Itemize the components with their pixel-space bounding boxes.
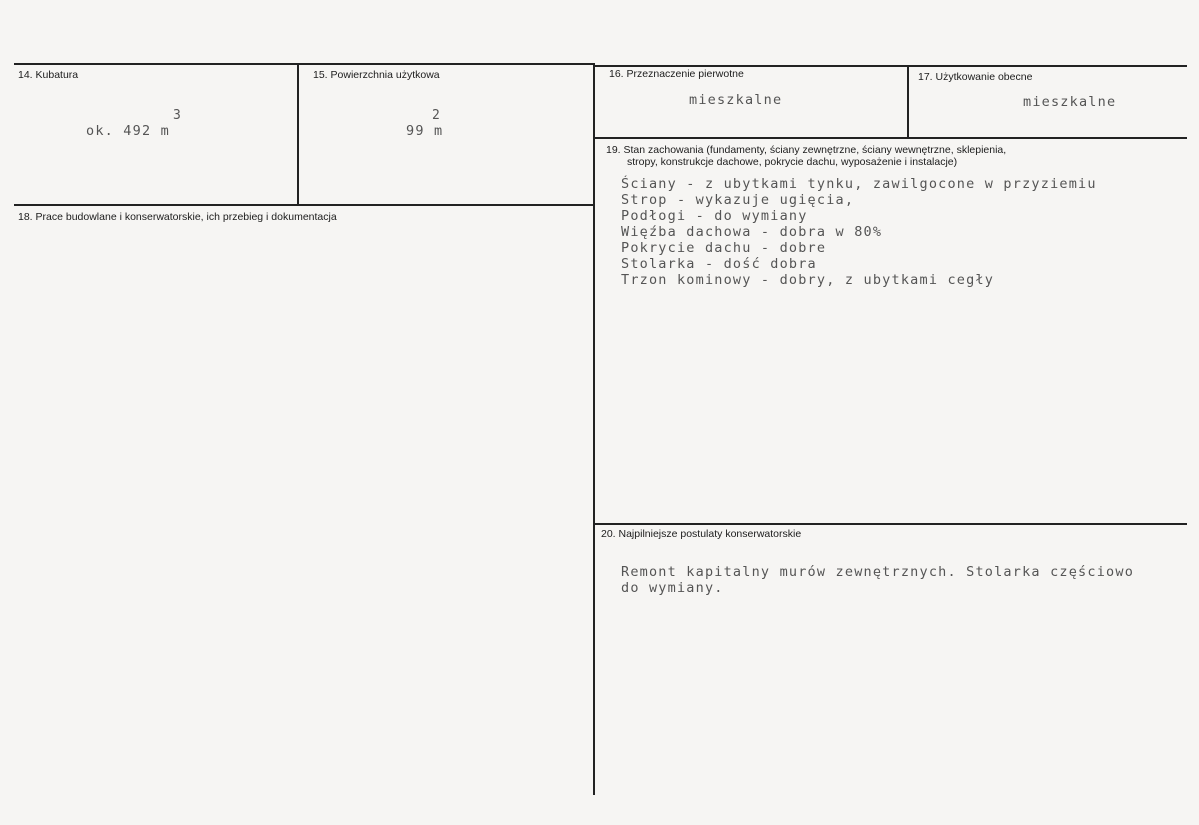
stan-line: Więźba dachowa - dobra w 80% bbox=[621, 224, 883, 240]
kubatura-unit-exponent: 3 bbox=[173, 108, 183, 123]
divider-16-17 bbox=[907, 65, 909, 138]
postulaty-line: Remont kapitalny murów zewnętrznych. Stolarka częściowo bbox=[621, 564, 1135, 580]
stan-line: Ściany - z ubytkami tynku, zawilgocone w przyziemiu bbox=[621, 176, 1097, 192]
stan-label-line1: 19. Stan zachowania (fundamenty, ściany zewnętrzne, ściany wewnętrzne, sklepienia, bbox=[606, 144, 1007, 156]
top-rule-left bbox=[14, 63, 594, 65]
row1-bottom-rule-left bbox=[14, 204, 594, 206]
kubatura-label: 14. Kubatura bbox=[18, 69, 79, 81]
divider-14-15 bbox=[297, 63, 299, 205]
stan-line: Strop - wykazuje ugięcia, bbox=[621, 192, 855, 208]
postulates-top-rule bbox=[594, 523, 1187, 525]
przeznaczenie-value: mieszkalne bbox=[689, 92, 783, 108]
przeznaczenie-label: 16. Przeznaczenie pierwotne bbox=[609, 68, 744, 80]
postulaty-line: do wymiany. bbox=[621, 580, 724, 596]
stan-line: Stolarka - dość dobra bbox=[621, 256, 817, 272]
row1-bottom-rule-right bbox=[594, 137, 1187, 139]
kubatura-value: ok. 492 m bbox=[86, 123, 170, 139]
divider-main bbox=[593, 63, 595, 795]
powierzchnia-value: 99 m bbox=[406, 123, 444, 139]
uzytkowanie-label: 17. Użytkowanie obecne bbox=[918, 71, 1033, 83]
powierzchnia-unit-exponent: 2 bbox=[432, 108, 442, 123]
stan-line: Trzon kominowy - dobry, z ubytkami cegły bbox=[621, 272, 995, 288]
powierzchnia-label: 15. Powierzchnia użytkowa bbox=[313, 69, 440, 81]
prace-label: 18. Prace budowlane i konserwatorskie, ich przebieg i dokumentacja bbox=[18, 211, 337, 223]
stan-line: Pokrycie dachu - dobre bbox=[621, 240, 827, 256]
top-rule-right bbox=[594, 65, 1187, 67]
postulaty-label: 20. Najpilniejsze postulaty konserwatorskie bbox=[601, 528, 802, 540]
uzytkowanie-value: mieszkalne bbox=[1023, 94, 1117, 110]
stan-line: Podłogi - do wymiany bbox=[621, 208, 808, 224]
stan-label-line2: stropy, konstrukcje dachowe, pokrycie dachu, wyposażenie i instalacje) bbox=[627, 156, 958, 168]
